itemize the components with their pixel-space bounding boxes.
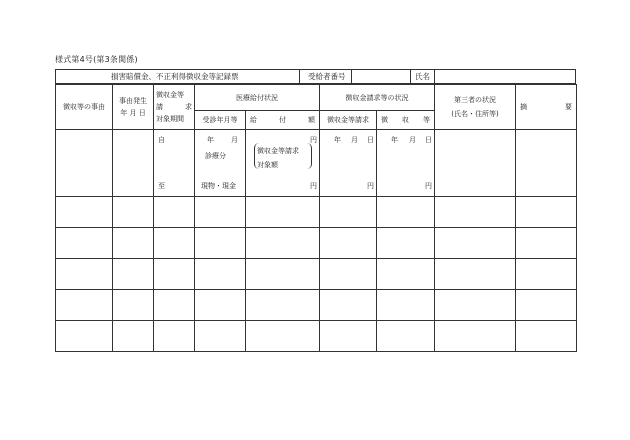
form-number: 様式第4号(第3条関係) bbox=[55, 55, 138, 64]
cell-period-1 bbox=[154, 130, 195, 197]
divider bbox=[351, 70, 352, 83]
day-label: 日 bbox=[425, 135, 432, 144]
header-collection-claim-status: 徴収金請求等の状況 bbox=[320, 85, 435, 111]
cell-collection-1 bbox=[377, 130, 435, 197]
cell-consultation-1 bbox=[195, 130, 246, 197]
claim-amount-label: 徴収金等請求 bbox=[257, 146, 299, 155]
year-label: 年 bbox=[334, 135, 341, 144]
to-label: 至 bbox=[158, 181, 165, 190]
target-amount-label: 対象額 bbox=[257, 160, 278, 169]
year-label: 年 bbox=[207, 135, 214, 144]
from-label: 自 bbox=[158, 135, 165, 144]
header-occurrence-date: 事由発生 年 月 日 bbox=[113, 85, 154, 130]
header-third-party-status: 第三者の状況 (氏名・住所等) bbox=[435, 85, 516, 130]
table-row bbox=[56, 228, 577, 259]
cell-benefit-1 bbox=[246, 130, 320, 197]
treatment-label: 診療分 bbox=[205, 151, 226, 160]
header-collection-claim: 徴収金等請求 bbox=[320, 111, 377, 130]
cell-claim-1 bbox=[320, 130, 377, 197]
header-collection: 徴 収 等 bbox=[377, 111, 435, 130]
yen-label: 円 bbox=[367, 181, 374, 190]
header-medical-benefit-status: 医療給付状況 bbox=[195, 85, 320, 111]
record-header-row bbox=[55, 69, 576, 84]
cell-reason-1 bbox=[56, 130, 113, 197]
cell-date-1 bbox=[113, 130, 154, 197]
header-benefit-amount: 給 付 額 bbox=[246, 111, 320, 130]
yen-label: 円 bbox=[310, 135, 317, 144]
cell-third-party-1 bbox=[435, 130, 516, 197]
record-table bbox=[55, 84, 577, 352]
month-label: 月 bbox=[351, 135, 358, 144]
month-label: 月 bbox=[409, 135, 416, 144]
table-row bbox=[56, 290, 577, 321]
recipient-number-label: 受給者番号 bbox=[308, 72, 346, 81]
divider bbox=[410, 70, 411, 83]
yen-label: 円 bbox=[425, 181, 432, 190]
divider bbox=[299, 70, 300, 83]
header-remarks: 摘 要 bbox=[516, 85, 577, 130]
header-claim-period: 徴収金等 請 求 対象期間 bbox=[154, 85, 195, 130]
cell-remarks-1 bbox=[516, 130, 577, 197]
month-label: 月 bbox=[231, 135, 238, 144]
form-title: 損害賠償金、不正利得徴収金等記録票 bbox=[111, 72, 239, 81]
divider bbox=[434, 70, 435, 83]
table-row bbox=[56, 321, 577, 352]
name-label: 氏名 bbox=[415, 72, 430, 81]
yen-label: 円 bbox=[310, 181, 317, 190]
day-label: 日 bbox=[367, 135, 374, 144]
header-collection-reason: 徴収等の事由 bbox=[56, 85, 113, 130]
cash-label: 現物・現金 bbox=[201, 181, 236, 190]
table-row bbox=[56, 197, 577, 228]
year-label: 年 bbox=[391, 135, 398, 144]
table-row bbox=[56, 259, 577, 290]
header-consultation-month: 受診年月等 bbox=[195, 111, 246, 130]
